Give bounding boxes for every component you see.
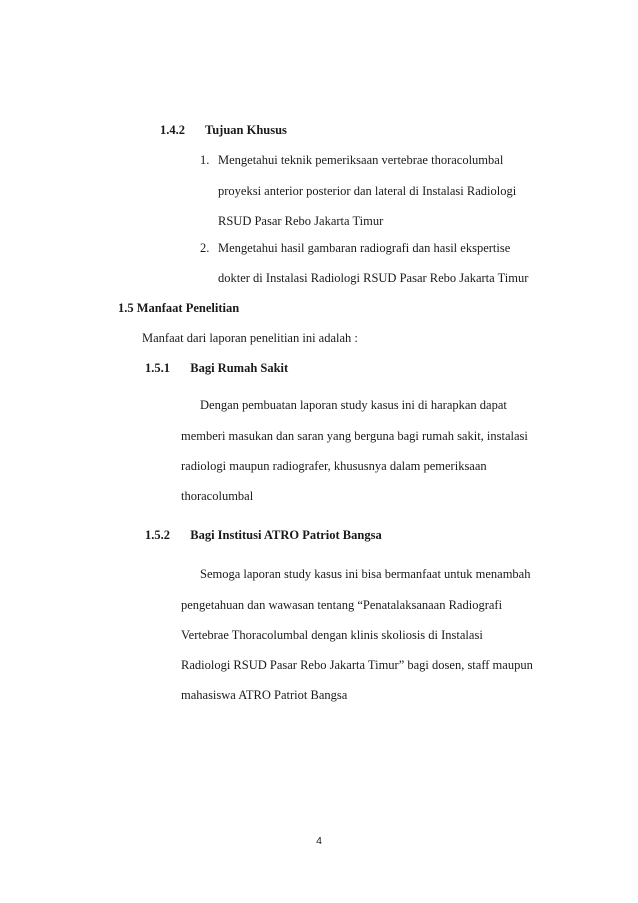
section-number: 1.5.1 (145, 361, 170, 375)
section-1-5-heading: 1.5 Manfaat Penelitian (118, 301, 240, 315)
paragraph-line: Dengan pembuatan laporan study kasus ini di harapkan dapat (200, 398, 507, 412)
paragraph-line: memberi masukan dan saran yang berguna bagi rumah sakit, instalasi (181, 429, 528, 443)
section-number: 1.4.2 (160, 123, 185, 137)
list-item-line: RSUD Pasar Rebo Jakarta Timur (218, 214, 384, 228)
list-item-line: Mengetahui hasil gambaran radiografi dan hasil ekspertise (218, 241, 511, 255)
paragraph-line: Radiologi RSUD Pasar Rebo Jakarta Timur” bagi dosen, staff maupun (181, 658, 533, 672)
section-title: Bagi Institusi ATRO Patriot Bangsa (190, 528, 382, 542)
page-number: 4 (316, 835, 322, 847)
list-marker: 1. (200, 153, 210, 167)
list-marker: 2. (200, 241, 210, 255)
paragraph-line: Vertebrae Thoracolumbal dengan klinis skoliosis di Instalasi (181, 628, 483, 642)
list-item-line: Mengetahui teknik pemeriksaan vertebrae thoracolumbal (218, 153, 504, 167)
section-title: Bagi Rumah Sakit (190, 361, 289, 375)
list-item-line: dokter di Instalasi Radiologi RSUD Pasar Rebo Jakarta Timur (218, 271, 529, 285)
paragraph-line: Semoga laporan study kasus ini bisa bermanfaat untuk menambah (200, 567, 531, 581)
section-intro: Manfaat dari laporan penelitian ini adalah : (142, 331, 358, 345)
section-1-5-2-heading (145, 527, 382, 543)
list-item-line: proyeksi anterior posterior dan lateral di Instalasi Radiologi (218, 184, 517, 198)
paragraph-line: radiologi maupun radiografer, khususnya dalam pemeriksaan (181, 459, 487, 473)
paragraph-line: pengetahuan dan wawasan tentang “Penatalaksanaan Radiografi (181, 598, 503, 612)
paragraph-line: mahasiswa ATRO Patriot Bangsa (181, 688, 348, 702)
section-number: 1.5.2 (145, 528, 170, 542)
paragraph-line: thoracolumbal (181, 489, 254, 503)
section-title: Tujuan Khusus (205, 123, 287, 137)
section-1-4-2-heading (160, 122, 287, 138)
section-1-5-1-heading (145, 360, 288, 376)
